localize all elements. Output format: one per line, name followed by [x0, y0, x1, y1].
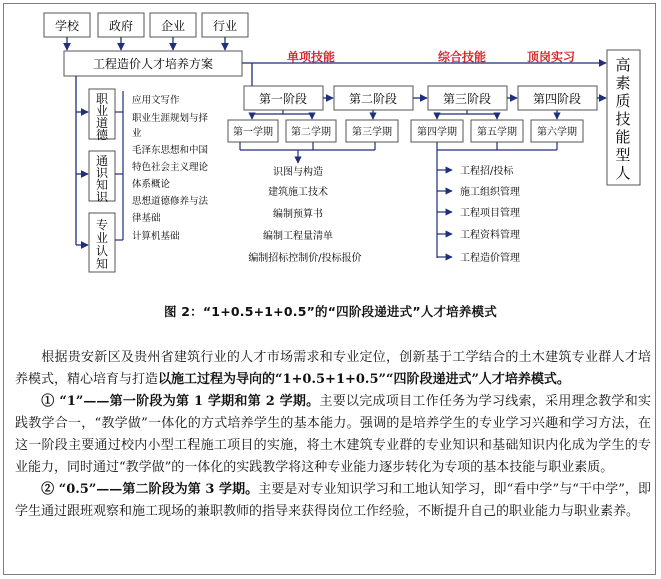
semester-5: 第五学期 — [477, 127, 517, 138]
flow-label-single: 单项技能 — [286, 50, 336, 64]
result-label — [615, 56, 630, 182]
svg-text:特色社会主义理论: 特色社会主义理论 — [132, 162, 209, 173]
stage-4: 第四阶段 — [532, 92, 582, 106]
course-list — [132, 94, 209, 242]
semester-2: 第二学期 — [291, 127, 331, 138]
basic-skills-list — [248, 165, 361, 264]
svg-text:高: 高 — [615, 56, 631, 74]
comp-skill-4: 工程资料管理 — [460, 230, 520, 241]
semester-3: 第三学期 — [352, 127, 392, 138]
stage-boxes — [244, 86, 606, 110]
flow-label-comprehensive: 综合技能 — [437, 50, 487, 64]
svg-text:人: 人 — [615, 164, 631, 182]
svg-text:德: 德 — [95, 128, 109, 142]
stakeholder-government: 政府 — [108, 19, 134, 33]
svg-text:业: 业 — [95, 231, 109, 245]
stage-3: 第三阶段 — [442, 92, 492, 106]
flow-label-internship: 顶岗实习 — [526, 50, 576, 64]
svg-text:识: 识 — [95, 190, 109, 204]
svg-text:知: 知 — [95, 178, 109, 192]
basic-skill-2: 建筑施工技术 — [268, 187, 328, 198]
svg-text:律基础: 律基础 — [132, 213, 161, 224]
svg-text:专: 专 — [95, 218, 109, 232]
main-plan-label: 工程造价人才培养方案 — [92, 57, 214, 71]
p1-text: 根据贵安新区及贵州省建筑行业的人才市场需求和专业定位，创新基于工学结合的土木建筑专业群人才培养模式，精心培育与打造 — [15, 350, 651, 387]
p2-heading: ① “1”——第一阶段为第 1 学期和第 2 学期。 — [41, 394, 320, 409]
basic-skill-1: 识图与构造 — [273, 167, 323, 178]
svg-text:毛泽东思想和中国: 毛泽东思想和中国 — [132, 145, 209, 156]
left-block-labels — [96, 92, 109, 271]
paragraph-2 — [15, 391, 651, 479]
stage-1: 第一阶段 — [258, 92, 308, 106]
svg-text:道: 道 — [95, 116, 109, 130]
svg-text:业: 业 — [95, 104, 109, 118]
stakeholder-industry: 行业 — [212, 19, 238, 33]
svg-text:计算机基础: 计算机基础 — [132, 231, 180, 242]
p2-text: 主要以完成项目工作任务为学习线索，采用理念教学和实践教学合一，“教学做”一体化的方式培养学生的基本能力。强调的是培养学生的专业学习兴趣和学习方法，在这一阶段主要通过校内小型工程施工项目的实施，将土木建筑专业群的专业知识和基础知识内化成为学生的专业能力，同时通过“教学做”的一体化的实践教学将这种专业能力逐步转化为专项的基本技能与职业素质。 — [15, 394, 651, 475]
basic-skill-3: 编制预算书 — [273, 209, 323, 220]
comp-skill-3: 工程项目管理 — [460, 208, 520, 219]
stakeholder-school: 学校 — [54, 19, 80, 33]
svg-text:体系概论: 体系概论 — [132, 179, 171, 190]
basic-skill-5: 编制招标控制价/投标报价 — [248, 253, 362, 264]
comp-skill-5: 工程造价管理 — [460, 253, 520, 264]
p3-heading: ② “0.5”——第二阶段为第 3 学期。 — [41, 482, 259, 497]
svg-text:识: 识 — [95, 166, 109, 180]
svg-text:思想道德修养与法: 思想道德修养与法 — [132, 196, 209, 207]
comp-skill-1: 工程招/投标 — [460, 166, 514, 177]
svg-text:通: 通 — [95, 154, 109, 168]
stakeholder-enterprise: 企业 — [160, 19, 186, 33]
svg-text:型: 型 — [615, 146, 631, 164]
svg-text:业: 业 — [132, 128, 142, 139]
body-text — [15, 347, 651, 523]
svg-text:技: 技 — [615, 110, 631, 128]
svg-text:认: 认 — [95, 244, 109, 258]
semester-4: 第四学期 — [417, 127, 457, 138]
svg-text:应用文写作: 应用文写作 — [132, 95, 180, 106]
figure-caption: 图 2：“1+0.5+1+0.5”的“四阶段递进式”人才培养模式 — [164, 304, 497, 319]
semester-6: 第六学期 — [537, 127, 577, 138]
svg-text:知: 知 — [95, 257, 109, 271]
basic-skill-4: 编制工程量清单 — [263, 231, 333, 242]
comprehensive-skills-list — [460, 164, 520, 264]
svg-text:职业生涯规划与择: 职业生涯规划与择 — [132, 113, 209, 124]
paragraph-3 — [15, 479, 651, 523]
paragraph-1 — [15, 347, 651, 391]
comp-skill-2: 施工组织管理 — [460, 187, 520, 198]
semester-boxes — [228, 120, 583, 142]
semester-1: 第一学期 — [233, 127, 273, 138]
svg-text:能: 能 — [615, 128, 631, 146]
svg-text:素: 素 — [615, 74, 631, 92]
p3-text: 主要是对专业知识学习和工地认知学习，即“看中学”与“干中学”，即学生通过跟班观察和施工现场的兼职教师的指导来获得岗位工作经验，不断提升自己的职业能力与职业素养。 — [15, 482, 651, 519]
stage-2: 第二阶段 — [348, 92, 398, 106]
p1-highlight: 以施工过程为导向的“1+0.5+1+0.5”“四阶段递进式”人才培养模式。 — [158, 372, 570, 387]
stakeholder-boxes — [44, 13, 248, 50]
svg-text:质: 质 — [615, 92, 631, 110]
svg-text:职: 职 — [95, 92, 109, 106]
